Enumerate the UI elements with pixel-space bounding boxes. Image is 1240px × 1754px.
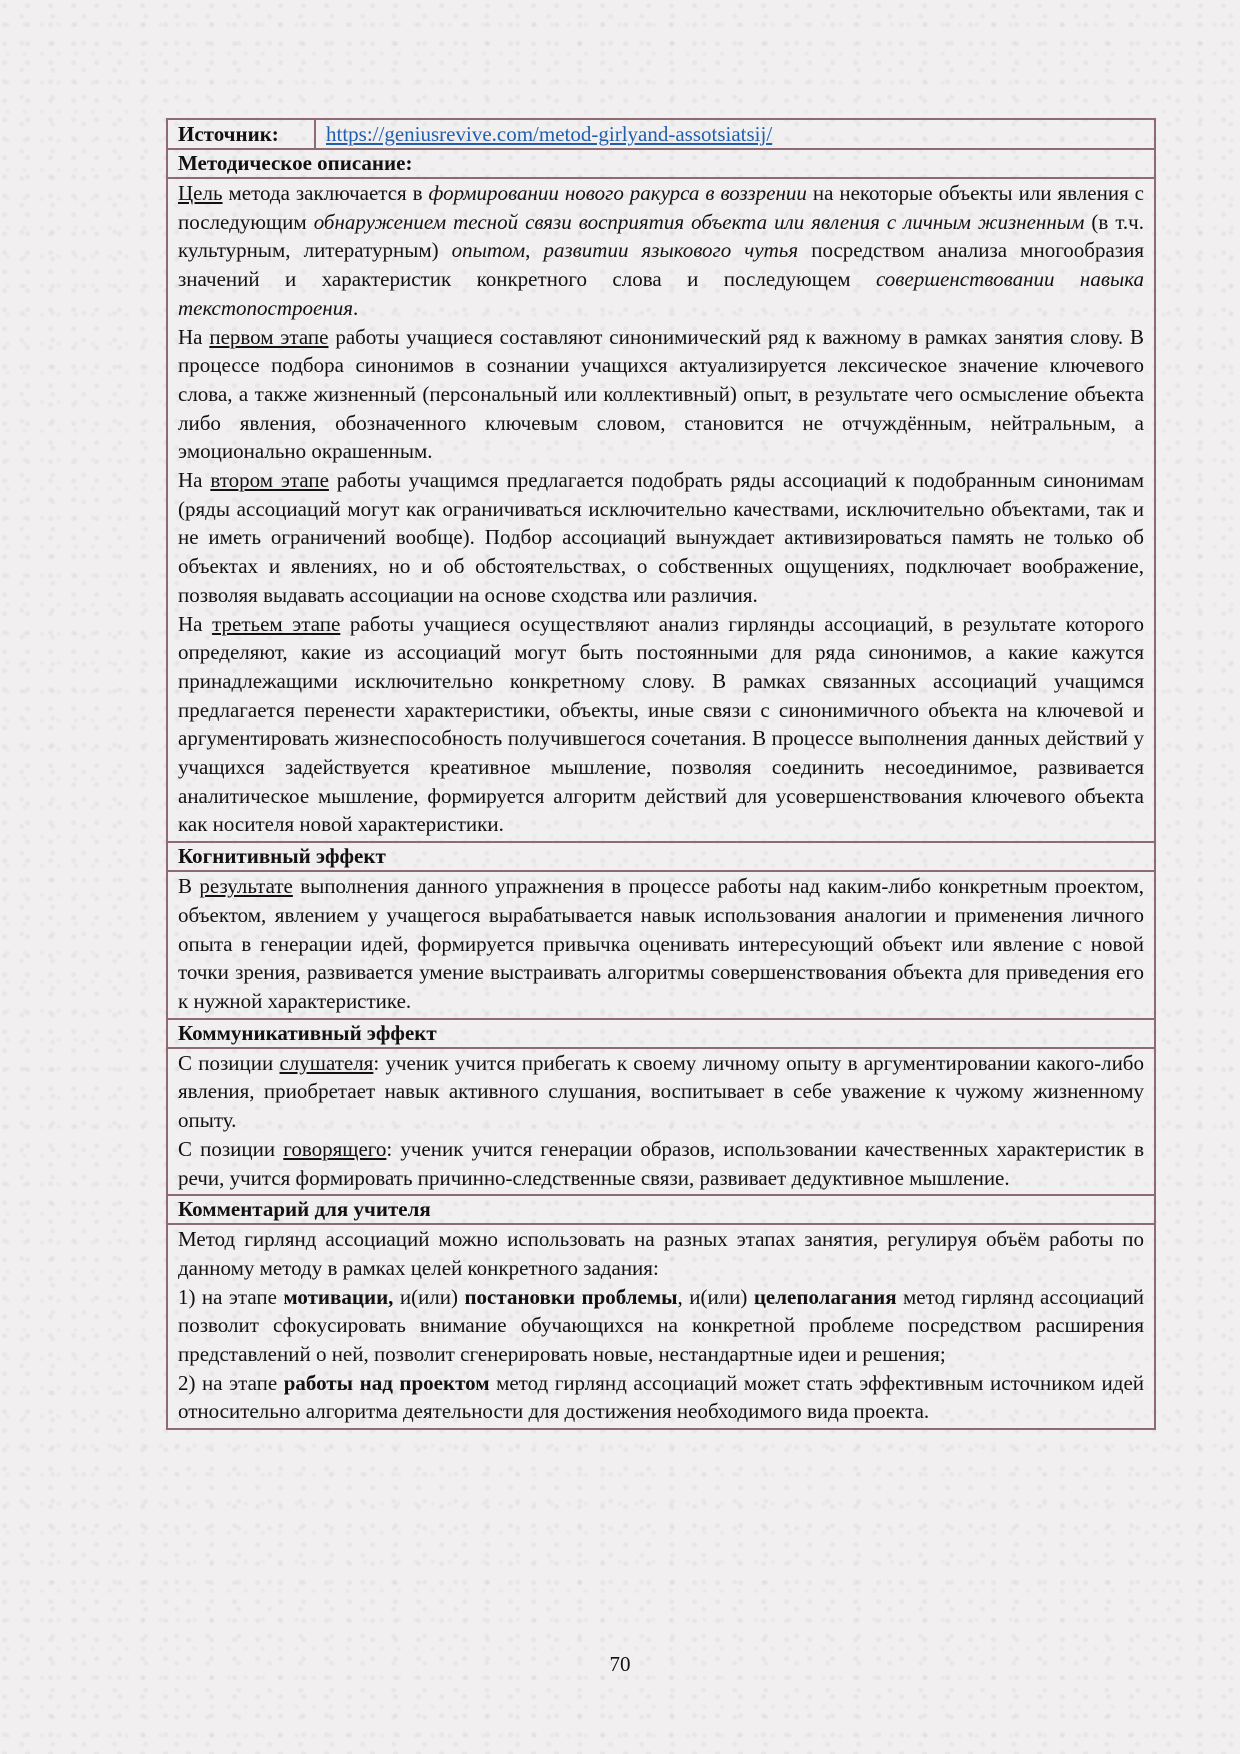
source-label: Источник: — [168, 120, 316, 148]
stage-one-paragraph: На первом этапе работы учащиеся составляют синонимический ряд к важному в рамках занятия слову. В процессе подбора синонимов в сознании учащихся актуализируется лексическое значение ключевого слова, а также жизненный (персональный или коллективный) опыт, в результате чего осмысление объекта либо явления, обозначенного ключевым словом, становится не отчуждённым, нейтральным, а эмоционально окрашенным. — [178, 324, 1144, 464]
stage-two-paragraph: На втором этапе работы учащимся предлагается подобрать ряды ассоциаций к подобранным синонимам (ряды ассоциаций могут как ограничиваться исключительно качествами, исключительно объектами, так и не иметь ограничений вообще). Подбор ассоциаций вынуждает активизироваться память не только об объектах и явлениях, но и об обстоятельствах, о собственных ощущениях, подключает воображение, позволяя выдавать ассоциации на основе сходства или различия. — [178, 468, 1144, 607]
stage-three-paragraph: На третьем этапе работы учащиеся осуществляют анализ гирлянды ассоциаций, в результате которого определяют, какие из ассоциаций могут быть постоянными для ряда синонимов, а какие кажутся принадлежащими исключительно конкретному слову. В рамках связанных ассоциаций учащимся предлагается перенести характеристики, объекты, иные связи с синонимичного объекта на ключевой и аргументировать жизнеспособность получившегося сочетания. В процессе выполнения данных действий у учащихся задействуется креативное мышление, позволяя соединить несоединимое, развивается аналитическое мышление, формируется алгоритм действий для усовершенствования ключевого объекта как носителя новой характеристики. — [178, 611, 1144, 837]
teacher-intro-paragraph: Метод гирлянд ассоциаций можно использовать на разных этапах занятия, регулируя объём работы по данному методу в рамках целей конкретного задания: — [178, 1227, 1144, 1280]
teacher-comment-body — [168, 1223, 1154, 1428]
teacher-item-two: 2) на этапе работы над проектом метод гирлянд ассоциаций может стать эффективным источником идей относительно алгоритма деятельности для достижения необходимого вида проекта. — [178, 1370, 1145, 1424]
teacher-item-one: 1) на этапе мотивации, и(или) постановки проблемы, и(или) целеполагания метод гирлянд ассоциаций позволит сфокусировать внимание обучающихся на конкретной проблеме посредством расширения представлений о ней, позволит сгенерировать новые, нестандартные идеи и решения; — [178, 1284, 1145, 1367]
communicative-effect-body — [168, 1047, 1154, 1195]
method-card-table — [166, 118, 1156, 1430]
cognitive-effect-body — [168, 870, 1154, 1018]
method-description-heading: Методическое описание: — [168, 148, 1154, 177]
teacher-comment-heading: Комментарий для учителя — [168, 1194, 1154, 1223]
page-number: 70 — [609, 1652, 631, 1676]
goal-paragraph: Цель метода заключается в формировании нового ракурса в воззрении на некоторые объекты или явления с последующим обнаружением тесной связи восприятия объекта или явления с личным жизненным (в т.ч. культурным, литературным) опытом, развитии языкового чутья посредством анализа многообразия значений и характеристик конкретного слова и последующем совершенствовании навыка текстопостроения. — [178, 181, 1145, 320]
communicative-effect-heading: Коммуникативный эффект — [168, 1018, 1154, 1047]
listener-paragraph: С позиции слушателя: ученик учится прибегать к своему личному опыту в аргументировании какого-либо явления, приобретает навык активного слушания, воспитывает в себе уважение к чужому жизненному опыту. — [178, 1050, 1144, 1133]
cognitive-effect-heading: Когнитивный эффект — [168, 841, 1154, 870]
source-link[interactable]: https://geniusrevive.com/metod-girlyand-assotsiatsij/ — [326, 122, 773, 146]
method-description-body — [168, 177, 1154, 841]
speaker-paragraph: С позиции говорящего: ученик учится генерации образов, использовании качественных характеристик в речи, учится формировать причинно-следственные связи, развивает дедуктивное мышление. — [178, 1136, 1144, 1190]
cognitive-paragraph: В результате выполнения данного упражнения в процессе работы над каким-либо конкретным проектом, объектом, явлением у учащегося вырабатывается навык использования аналогии и применения личного опыта в генерации идей, формируется привычка оценивать интересующий объект или явление с новой точки зрения, развивается умение выстраивать алгоритмы совершенствования объекта для приведения его к нужной характеристике. — [178, 874, 1144, 1013]
source-row — [168, 120, 1154, 148]
